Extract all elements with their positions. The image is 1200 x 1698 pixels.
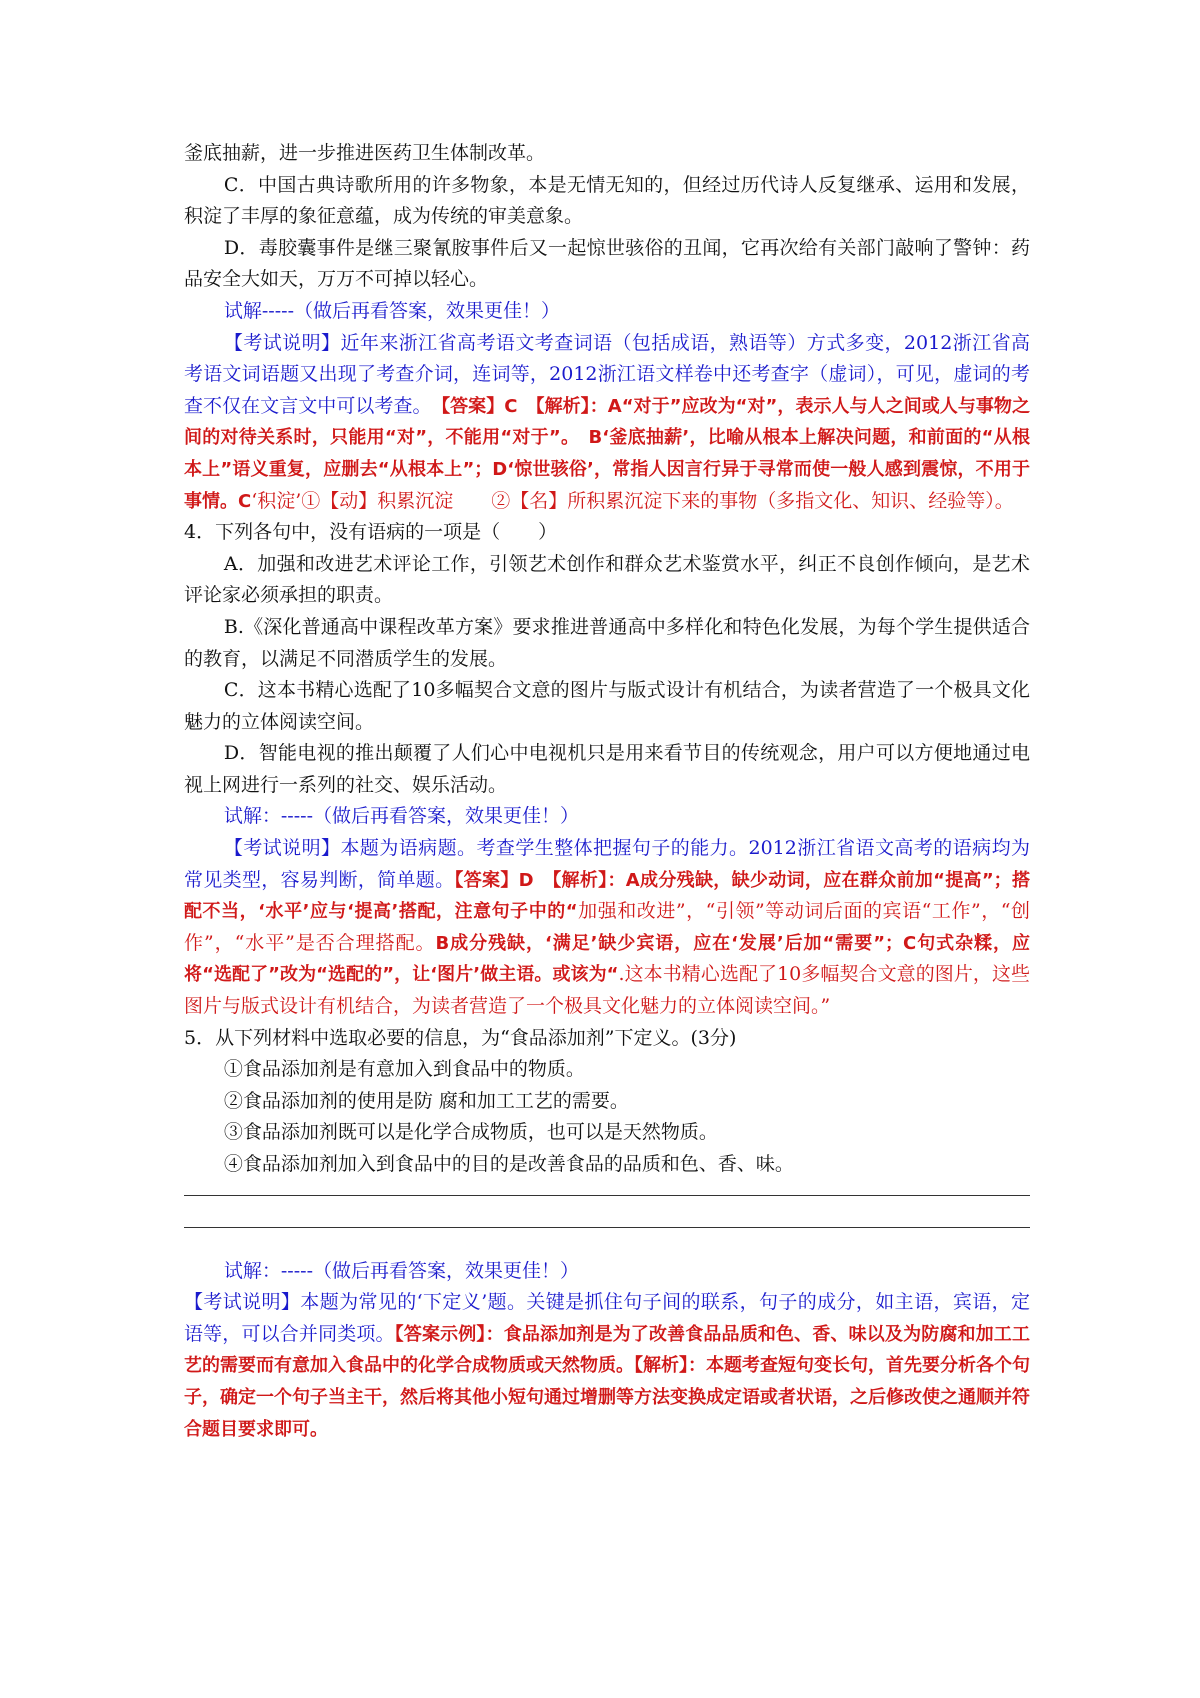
q3-answer-analysis: 【答案】C 【解析】：A“对于”应改为“对”，表示人与人之间或人与事物之间的对待关系时，只能用“对”，不能用“对于”。 B‘釜底抽薪’，比喻从根本上解决问题，和前面的“从根本上”语义重复，应删去“从根本上”；D‘惊世骇俗’，常指人因言行异于寻常而使一般人感到震惊，不用于事情。C xyxy=(184,395,1030,512)
document-page xyxy=(184,138,1030,1445)
q4-exam-note: 【考试说明】本题为语病题。考查学生整体把握句子的能力。2012浙江省语文高考的语病均为常见类型，容易判断，简单题。 xyxy=(184,837,1030,891)
q5-explanation xyxy=(184,1287,1030,1445)
q4-answer-analysis: 【答案】D 【解析】：A成分残缺，缺少动词，应在群众前加“提高”；搭配不当，‘水平’应与‘提高’搭配，注意句子中的“ xyxy=(184,869,1030,923)
q4-option-a: A．加强和改进艺术评论工作，引领艺术创作和群众艺术鉴赏水平，纠正不良创作倾向，是艺术评论家必须承担的职责。 xyxy=(184,552,1030,607)
q5-material-1: ①食品添加剂是有意加入到食品中的物质。 xyxy=(223,1058,585,1081)
q3-trial: 试解-----（做后再看答案，效果更佳！） xyxy=(223,299,560,322)
q4-answer-analysis-2: 加强和改进”，“引领”等动词后面的宾语“工作”，“创作”，“水平”是否合理搭配。 xyxy=(184,900,1030,954)
q5-answer-analysis: 【答案示例】：食品添加剂是为了改善食品品质和色、香、味以及为防腐和加工工艺的需要而有意加入食品中的化学合成物质或天然物质。【解析】：本题考查短句变长句，首先要分析各个句子，确定一个句子当主干，然后将其他小短句通过增删等方法变换成定语或者状语，之后修改使之通顺并符合题目要求即可。 xyxy=(184,1323,1030,1440)
q3-exam-note: 【考试说明】近年来浙江省高考语文考查词语（包括成语，熟语等）方式多变，2012浙江省高考语文词语题又出现了考查介词，连词等，2012浙江语文样卷中还考查字（虚词），可见，虚词的考查不仅在文言文中可以考查。 xyxy=(184,331,1030,417)
q4-stem: 4．下列各句中，没有语病的一项是（ ） xyxy=(184,521,558,544)
q3-option-d: D．毒胶囊事件是继三聚氰胺事件后又一起惊世骇俗的丑闻，它再次给有关部门敲响了警钟：药品安全大如天，万万不可掉以轻心。 xyxy=(184,236,1030,291)
q4-option-c: C．这本书精心选配了10多幅契合文意的图片与版式设计有机结合，为读者营造了一个极具文化魅力的立体阅读空间。 xyxy=(184,679,1030,733)
answer-line-1 xyxy=(184,1195,1030,1196)
q4-trial: 试解：-----（做后再看答案，效果更佳！） xyxy=(223,805,579,828)
q3-option-c: C．中国古典诗歌所用的许多物象，本是无情无知的，但经过历代诗人反复继承、运用和发展，积淀了丰厚的象征意蕴，成为传统的审美意象。 xyxy=(184,173,1030,228)
q3-answer-analysis-2: ‘积淀’①【动】积累沉淀 ②【名】所积累沉淀下来的事物（多指文化、知识、经验等）。 xyxy=(251,489,1014,512)
q5-stem: 5．从下列材料中选取必要的信息，为“食品添加剂”下定义。(3分) xyxy=(184,1026,737,1049)
q3-explanation xyxy=(184,328,1030,518)
q5-exam-note: 【考试说明】本题为常见的‘下定义’题。关键是抓住句子间的联系，句子的成分，如主语，宾语，定语等，可以合并同类项。 xyxy=(184,1291,1030,1345)
q5-trial: 试解：-----（做后再看答案，效果更佳！） xyxy=(223,1259,579,1282)
q5-material-3: ③食品添加剂既可以是化学合成物质，也可以是天然物质。 xyxy=(223,1121,718,1144)
answer-line-2 xyxy=(184,1227,1030,1228)
q4-answer-analysis-3: B成分残缺，‘满足’缺少宾语，应在‘发展’后加“需要”；C句式杂糅，应将“选配了”改为“选配的”，让‘图片’做主语。或该为“ xyxy=(184,932,1030,986)
q5-material-4: ④食品添加剂加入到食品中的目的是改善食品的品质和色、香、味。 xyxy=(223,1153,794,1175)
q4-option-b: B.《深化普通高中课程改革方案》要求推进普通高中多样化和特色化发展，为每个学生提供适合的教育，以满足不同潜质学生的发展。 xyxy=(184,615,1030,670)
q4-explanation xyxy=(184,833,1030,1023)
q3-continuation: 釜底抽薪，进一步推进医药卫生体制改革。 xyxy=(184,142,546,164)
q4-option-d: D．智能电视的推出颠覆了人们心中电视机只是用来看节目的传统观念，用户可以方便地通过电视上网进行一系列的社交、娱乐活动。 xyxy=(184,742,1030,796)
q5-material-2: ②食品添加剂的使用是防 腐和加工工艺的需要。 xyxy=(223,1089,629,1112)
q4-answer-analysis-4: .这本书精心选配了10多幅契合文意的图片，这些图片与版式设计有机结合，为读者营造了一个极具文化魅力的立体阅读空间。” xyxy=(184,963,1031,1018)
